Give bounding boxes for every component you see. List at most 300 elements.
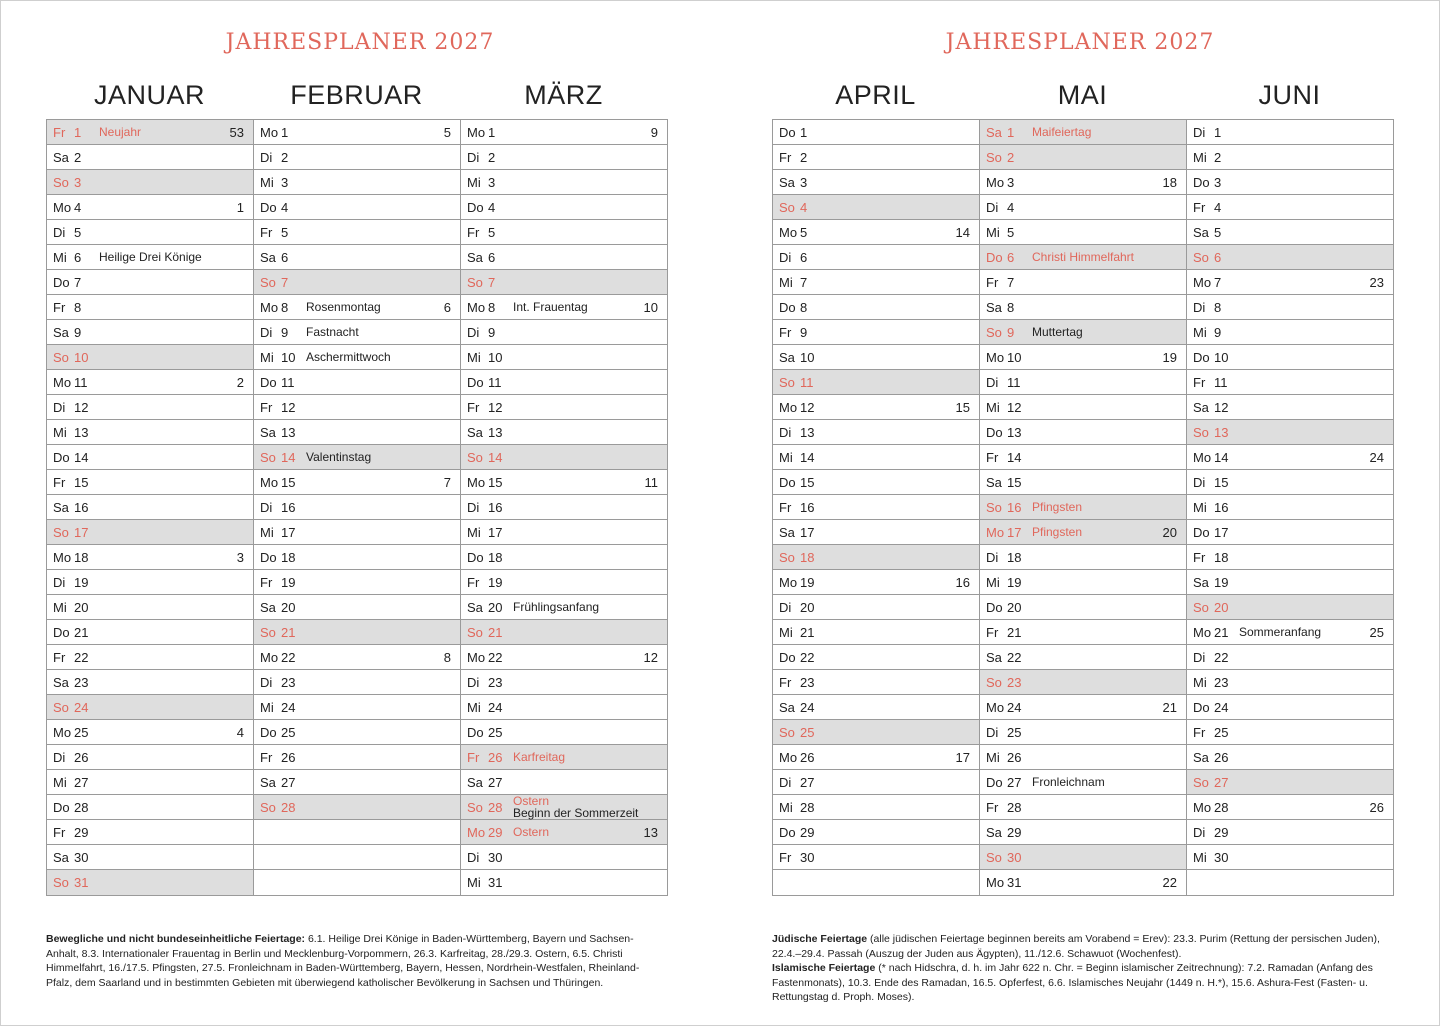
weekday-label: Mo xyxy=(467,475,486,490)
day-row xyxy=(1187,820,1393,845)
calendar-week-number: 7 xyxy=(443,475,451,490)
day-number: 27 xyxy=(488,775,503,790)
day-row xyxy=(461,520,667,545)
day-number: 1 xyxy=(74,125,82,140)
weekday-label: So xyxy=(779,200,795,215)
weekday-label: Mi xyxy=(467,875,481,890)
day-number: 21 xyxy=(488,625,503,640)
day-row xyxy=(461,145,667,170)
day-number: 29 xyxy=(74,825,89,840)
weekday-label: Mo xyxy=(1193,450,1212,465)
day-row xyxy=(461,845,667,870)
day-row xyxy=(773,145,979,170)
day-number: 29 xyxy=(800,825,815,840)
calendar-week-number: 23 xyxy=(1369,275,1384,290)
day-row xyxy=(980,270,1186,295)
day-number: 12 xyxy=(800,400,815,415)
day-row xyxy=(980,595,1186,620)
weekday-label: Mo xyxy=(986,525,1005,540)
day-number: 13 xyxy=(488,425,503,440)
day-row xyxy=(47,820,253,845)
day-row xyxy=(461,695,667,720)
day-row xyxy=(254,420,460,445)
weekday-label: Di xyxy=(1193,650,1206,665)
day-number: 16 xyxy=(488,500,503,515)
day-number: 9 xyxy=(488,325,496,340)
day-number: 29 xyxy=(1007,825,1022,840)
day-row xyxy=(254,720,460,745)
weekday-label: Sa xyxy=(260,250,276,265)
day-number: 9 xyxy=(74,325,82,340)
calendar-week-number: 25 xyxy=(1369,625,1384,640)
weekday-label: Do xyxy=(53,450,70,465)
weekday-label: Do xyxy=(260,375,277,390)
day-row xyxy=(773,220,979,245)
calendar-week-number: 13 xyxy=(643,825,658,840)
day-row xyxy=(47,620,253,645)
day-number: 23 xyxy=(1214,675,1229,690)
day-row xyxy=(254,620,460,645)
day-row xyxy=(1187,120,1393,145)
day-row xyxy=(980,395,1186,420)
day-number: 16 xyxy=(1007,500,1022,515)
day-row xyxy=(1187,795,1393,820)
day-number: 22 xyxy=(1214,650,1229,665)
day-number: 23 xyxy=(488,675,503,690)
day-number: 17 xyxy=(74,525,89,540)
weekday-label: Mo xyxy=(986,700,1005,715)
day-row xyxy=(1187,445,1393,470)
day-number: 27 xyxy=(800,775,815,790)
weekday-label: Fr xyxy=(1193,200,1206,215)
day-number: 17 xyxy=(281,525,296,540)
day-number: 17 xyxy=(488,525,503,540)
day-row xyxy=(1187,745,1393,770)
day-row xyxy=(1187,495,1393,520)
weekday-label: Di xyxy=(53,750,66,765)
day-row xyxy=(980,370,1186,395)
day-number: 12 xyxy=(1007,400,1022,415)
day-row xyxy=(461,445,667,470)
day-row xyxy=(773,720,979,745)
day-row xyxy=(1187,270,1393,295)
day-number: 26 xyxy=(800,750,815,765)
day-number: 13 xyxy=(1007,425,1022,440)
day-row xyxy=(773,120,979,145)
weekday-label: So xyxy=(467,800,483,815)
weekday-label: Mo xyxy=(779,400,798,415)
day-note: Frühlingsanfang xyxy=(513,600,600,614)
day-note: Valentinstag xyxy=(306,450,372,464)
day-number: 9 xyxy=(281,325,289,340)
day-row xyxy=(47,495,253,520)
day-number: 26 xyxy=(1007,750,1022,765)
day-number: 19 xyxy=(1007,575,1022,590)
weekday-label: Sa xyxy=(1193,750,1209,765)
day-row xyxy=(461,295,667,320)
day-row xyxy=(773,195,979,220)
day-row xyxy=(254,345,460,370)
day-number: 20 xyxy=(1007,600,1022,615)
day-row xyxy=(47,770,253,795)
day-row xyxy=(47,120,253,145)
day-row xyxy=(47,270,253,295)
day-row xyxy=(254,320,460,345)
day-number: 10 xyxy=(800,350,815,365)
day-row xyxy=(773,170,979,195)
day-row xyxy=(461,120,667,145)
day-row xyxy=(773,870,979,895)
weekday-label: Fr xyxy=(467,225,480,240)
weekday-label: Mo xyxy=(260,125,279,140)
day-row xyxy=(47,595,253,620)
weekday-label: Sa xyxy=(467,600,483,615)
weekday-label: So xyxy=(779,375,795,390)
weekday-label: So xyxy=(467,275,483,290)
day-number: 4 xyxy=(1214,200,1222,215)
weekday-label: Do xyxy=(779,125,796,140)
day-number: 4 xyxy=(488,200,496,215)
weekday-label: Mi xyxy=(467,350,481,365)
weekday-label: Do xyxy=(779,475,796,490)
day-row xyxy=(254,145,460,170)
weekday-label: Mo xyxy=(467,300,486,315)
day-row xyxy=(47,520,253,545)
weekday-label: Mo xyxy=(467,125,486,140)
weekday-label: Di xyxy=(1193,475,1206,490)
weekday-label: Fr xyxy=(53,650,66,665)
day-row xyxy=(47,570,253,595)
weekday-label: Di xyxy=(260,500,273,515)
day-row xyxy=(980,220,1186,245)
day-row xyxy=(773,495,979,520)
day-row xyxy=(254,495,460,520)
weekday-label: Sa xyxy=(260,600,276,615)
day-number: 5 xyxy=(1214,225,1222,240)
day-number: 20 xyxy=(488,600,503,615)
weekday-label: Fr xyxy=(53,300,66,315)
weekday-label: Mi xyxy=(1193,850,1207,865)
day-note: Rosenmontag xyxy=(306,300,381,314)
day-row xyxy=(254,820,460,845)
weekday-label: Mi xyxy=(986,750,1000,765)
day-number: 26 xyxy=(281,750,296,765)
day-number: 20 xyxy=(74,600,89,615)
weekday-label: Di xyxy=(53,225,66,240)
weekday-label: Do xyxy=(53,800,70,815)
day-row xyxy=(773,270,979,295)
weekday-label: Mi xyxy=(779,800,793,815)
day-row xyxy=(461,220,667,245)
day-row xyxy=(773,445,979,470)
day-row xyxy=(47,145,253,170)
day-row xyxy=(47,695,253,720)
planner-title-left: JAHRESPLANER 2027 xyxy=(225,30,495,55)
day-number: 10 xyxy=(1007,350,1022,365)
day-number: 9 xyxy=(1214,325,1222,340)
day-row xyxy=(254,395,460,420)
day-row xyxy=(773,620,979,645)
weekday-label: Di xyxy=(986,375,999,390)
day-row xyxy=(47,420,253,445)
weekday-label: Mo xyxy=(260,650,279,665)
month-column-april xyxy=(772,119,980,896)
day-number: 30 xyxy=(1214,850,1229,865)
day-row xyxy=(254,520,460,545)
day-row xyxy=(980,570,1186,595)
day-row xyxy=(1187,595,1393,620)
day-note xyxy=(513,795,638,819)
day-row xyxy=(1187,320,1393,345)
day-number: 27 xyxy=(1007,775,1022,790)
day-number: 21 xyxy=(1214,625,1229,640)
day-row xyxy=(980,770,1186,795)
day-row xyxy=(773,745,979,770)
day-row xyxy=(1187,145,1393,170)
day-number: 15 xyxy=(74,475,89,490)
day-row xyxy=(980,820,1186,845)
weekday-label: Sa xyxy=(53,500,69,515)
day-row xyxy=(254,220,460,245)
day-row xyxy=(980,720,1186,745)
calendar-week-number: 10 xyxy=(643,300,658,315)
weekday-label: Mo xyxy=(260,300,279,315)
day-note: Sommeranfang xyxy=(1239,625,1322,639)
day-number: 10 xyxy=(281,350,296,365)
day-row xyxy=(1187,770,1393,795)
weekday-label: Mi xyxy=(986,575,1000,590)
weekday-label: Fr xyxy=(779,500,792,515)
day-row xyxy=(47,395,253,420)
day-number: 12 xyxy=(488,400,503,415)
day-row xyxy=(1187,670,1393,695)
day-number: 24 xyxy=(1214,700,1229,715)
day-row xyxy=(461,745,667,770)
weekday-label: Di xyxy=(779,250,792,265)
day-number: 19 xyxy=(488,575,503,590)
month-column-januar xyxy=(46,119,254,896)
weekday-label: Mi xyxy=(260,525,274,540)
day-number: 15 xyxy=(488,475,503,490)
day-row xyxy=(1187,620,1393,645)
day-row xyxy=(773,295,979,320)
weekday-label: Mi xyxy=(779,275,793,290)
day-row xyxy=(461,320,667,345)
calendar-week-number: 22 xyxy=(1162,875,1177,890)
calendar-week-number: 17 xyxy=(955,750,970,765)
day-row xyxy=(980,195,1186,220)
day-number: 2 xyxy=(488,150,496,165)
weekday-label: So xyxy=(1193,775,1209,790)
weekday-label: Mo xyxy=(779,750,798,765)
day-number: 29 xyxy=(488,825,503,840)
weekday-label: Do xyxy=(467,200,484,215)
weekday-label: Di xyxy=(1193,125,1206,140)
day-row xyxy=(980,245,1186,270)
footer-holidays-note xyxy=(46,932,656,990)
day-row xyxy=(47,470,253,495)
weekday-label: Fr xyxy=(467,400,480,415)
weekday-label: Fr xyxy=(260,400,273,415)
day-row xyxy=(1187,245,1393,270)
day-note: Christi Himmelfahrt xyxy=(1032,250,1135,264)
day-number: 27 xyxy=(1214,775,1229,790)
day-number: 2 xyxy=(1214,150,1222,165)
day-row xyxy=(773,595,979,620)
footer-islamic-label: Islamische Feiertage xyxy=(772,962,876,974)
day-row xyxy=(254,470,460,495)
calendar-week-number: 19 xyxy=(1162,350,1177,365)
day-number: 11 xyxy=(488,375,502,390)
month-column-februar xyxy=(253,119,461,896)
weekday-label: Di xyxy=(986,725,999,740)
day-number: 17 xyxy=(1007,525,1022,540)
footer-religious-holidays-note xyxy=(772,932,1382,1005)
day-number: 28 xyxy=(1214,800,1229,815)
day-number: 30 xyxy=(74,850,89,865)
planner-title-right: JAHRESPLANER 2027 xyxy=(945,30,1215,55)
day-row xyxy=(461,645,667,670)
day-row xyxy=(47,745,253,770)
day-row xyxy=(47,245,253,270)
day-number: 6 xyxy=(800,250,808,265)
day-number: 23 xyxy=(74,675,89,690)
day-number: 24 xyxy=(800,700,815,715)
day-number: 8 xyxy=(281,300,289,315)
day-number: 13 xyxy=(281,425,296,440)
weekday-label: Mi xyxy=(260,700,274,715)
day-number: 15 xyxy=(1007,475,1022,490)
day-row xyxy=(461,570,667,595)
day-number: 14 xyxy=(800,450,815,465)
weekday-label: Do xyxy=(986,425,1003,440)
day-row xyxy=(461,420,667,445)
weekday-label: Di xyxy=(467,325,480,340)
day-row xyxy=(1187,195,1393,220)
weekday-label: Do xyxy=(779,650,796,665)
day-row xyxy=(47,370,253,395)
day-row xyxy=(47,795,253,820)
footer-jewish-label: Jüdische Feiertage xyxy=(772,933,868,945)
day-number: 15 xyxy=(1214,475,1229,490)
weekday-label: Di xyxy=(467,675,480,690)
day-row xyxy=(254,245,460,270)
weekday-label: Do xyxy=(986,250,1003,265)
day-row xyxy=(461,545,667,570)
day-row xyxy=(47,645,253,670)
day-number: 2 xyxy=(1007,150,1015,165)
day-number: 23 xyxy=(1007,675,1022,690)
month-name-januar: JANUAR xyxy=(93,80,205,110)
calendar-week-number: 11 xyxy=(644,475,658,490)
weekday-label: So xyxy=(1193,425,1209,440)
day-row xyxy=(1187,295,1393,320)
day-number: 17 xyxy=(800,525,815,540)
day-row xyxy=(773,695,979,720)
day-row xyxy=(254,545,460,570)
weekday-label: Fr xyxy=(779,150,792,165)
day-row xyxy=(47,870,253,895)
weekday-label: Di xyxy=(1193,825,1206,840)
day-number: 10 xyxy=(74,350,89,365)
day-number: 1 xyxy=(800,125,808,140)
weekday-label: Sa xyxy=(1193,575,1209,590)
day-number: 14 xyxy=(1007,450,1022,465)
weekday-label: Di xyxy=(467,850,480,865)
day-number: 1 xyxy=(1007,125,1015,140)
day-row xyxy=(773,345,979,370)
weekday-label: Mo xyxy=(260,475,279,490)
day-row xyxy=(980,470,1186,495)
weekday-label: So xyxy=(986,500,1002,515)
weekday-label: Di xyxy=(260,150,273,165)
day-row xyxy=(461,670,667,695)
day-number: 3 xyxy=(800,175,808,190)
weekday-label: Di xyxy=(1193,300,1206,315)
day-number: 27 xyxy=(281,775,296,790)
day-row xyxy=(773,570,979,595)
day-row xyxy=(1187,370,1393,395)
calendar-week-number: 12 xyxy=(643,650,658,665)
weekday-label: Sa xyxy=(260,775,276,790)
day-row xyxy=(254,370,460,395)
day-number: 6 xyxy=(74,250,82,265)
weekday-label: Mi xyxy=(53,775,67,790)
day-number: 10 xyxy=(488,350,503,365)
weekday-label: Sa xyxy=(779,525,795,540)
day-number: 17 xyxy=(1214,525,1229,540)
day-number: 21 xyxy=(74,625,89,640)
weekday-label: Fr xyxy=(53,825,66,840)
weekday-label: Mo xyxy=(986,875,1005,890)
weekday-label: So xyxy=(986,850,1002,865)
day-row xyxy=(773,820,979,845)
day-number: 14 xyxy=(488,450,503,465)
weekday-label: Sa xyxy=(467,775,483,790)
weekday-label: Mi xyxy=(986,400,1000,415)
calendar-week-number: 4 xyxy=(236,725,244,740)
day-row xyxy=(980,145,1186,170)
day-number: 19 xyxy=(281,575,296,590)
day-row xyxy=(980,670,1186,695)
day-number: 11 xyxy=(800,375,814,390)
day-number: 30 xyxy=(488,850,503,865)
month-column-juni xyxy=(1186,119,1394,896)
day-number: 8 xyxy=(1214,300,1222,315)
day-number: 8 xyxy=(1007,300,1015,315)
weekday-label: Sa xyxy=(1193,400,1209,415)
day-number: 8 xyxy=(800,300,808,315)
day-number: 7 xyxy=(74,275,82,290)
weekday-label: Mo xyxy=(53,200,72,215)
day-row xyxy=(1187,345,1393,370)
day-number: 13 xyxy=(74,425,89,440)
day-number: 24 xyxy=(1007,700,1022,715)
footer-jewish-text: (alle jüdischen Feiertage beginnen bereits am Vorabend = Erev): 23.3. Purim (Rettung der persischen Juden), 22.4.–29.4. Passah (Auszug der Juden aus Ägypten), 11./12.6. Schawuot (Wochenfest). xyxy=(772,933,1380,960)
day-row xyxy=(980,120,1186,145)
weekday-label: Di xyxy=(467,150,480,165)
day-row xyxy=(461,345,667,370)
day-number: 20 xyxy=(800,600,815,615)
day-number: 22 xyxy=(281,650,296,665)
weekday-label: Sa xyxy=(986,825,1002,840)
day-note: Heilige Drei Könige xyxy=(99,250,202,264)
day-number: 18 xyxy=(1214,550,1229,565)
calendar-week-number: 2 xyxy=(236,375,244,390)
weekday-label: Do xyxy=(1193,700,1210,715)
weekday-label: Di xyxy=(779,600,792,615)
weekday-label: So xyxy=(1193,600,1209,615)
